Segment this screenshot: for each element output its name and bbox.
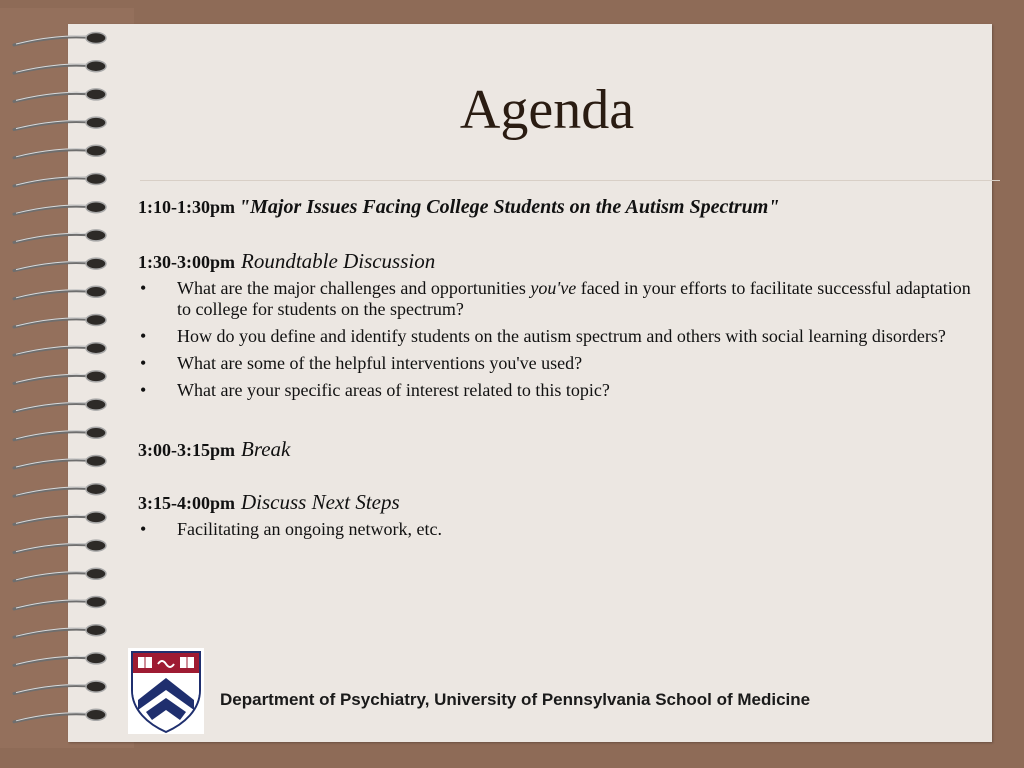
slot-topic: Discuss Next Steps	[241, 490, 400, 514]
title-divider	[140, 180, 1000, 181]
binding-ring	[14, 484, 106, 497]
slot-topic: "Major Issues Facing College Students on the Autism Spectrum"	[239, 196, 780, 218]
binding-ring	[14, 33, 106, 46]
binding-ring	[14, 456, 106, 469]
slot-time: 3:00-3:15pm	[138, 440, 235, 460]
agenda-slot-2	[138, 249, 978, 274]
binding-ring	[14, 145, 106, 158]
bullet-item	[138, 278, 978, 320]
binding-ring	[14, 343, 106, 356]
slot-time: 3:15-4:00pm	[138, 493, 235, 513]
binding-ring	[14, 681, 106, 694]
binding-ring	[14, 371, 106, 384]
footer-department: Department of Psychiatry, University of Pennsylvania School of Medicine	[220, 690, 811, 709]
slide-title: Agenda	[459, 79, 635, 141]
binding-ring	[14, 230, 106, 243]
binding-ring	[14, 597, 106, 610]
bullet-item: • What are your specific areas of interest related to this topic?	[138, 380, 978, 401]
binding-ring	[14, 709, 106, 722]
next-steps-bullets	[138, 519, 978, 540]
binding-ring	[14, 202, 106, 215]
binding-ring	[14, 258, 106, 271]
binding-ring	[14, 427, 106, 440]
binding-ring	[14, 286, 106, 299]
binding-ring	[14, 540, 106, 553]
slot-topic: Break	[241, 437, 291, 461]
slot-time: 1:10-1:30pm	[138, 197, 235, 217]
bullet-emphasis: you've	[530, 278, 577, 298]
roundtable-bullets	[138, 278, 978, 401]
slot-topic: Roundtable Discussion	[241, 249, 436, 273]
agenda-list	[138, 196, 978, 546]
binding-ring	[14, 61, 106, 74]
binding-ring	[14, 653, 106, 666]
bullet-item: • Facilitating an ongoing network, etc.	[138, 519, 978, 540]
bullet-item: • What are some of the helpful interventions you've used?	[138, 353, 978, 374]
binding-ring	[14, 625, 106, 638]
binding-ring	[14, 315, 106, 328]
bullet-text: What are the major challenges and opportunities	[177, 278, 531, 298]
penn-shield-logo	[128, 648, 204, 734]
agenda-slot-3	[138, 437, 978, 462]
agenda-slot-1	[138, 196, 978, 219]
slot-time: 1:30-3:00pm	[138, 252, 235, 272]
agenda-slot-4	[138, 490, 978, 515]
binding-ring	[14, 399, 106, 412]
binding-ring	[14, 512, 106, 525]
binding-ring	[14, 174, 106, 187]
bullet-item: • How do you define and identify students on the autism spectrum and others with social learning disorders?	[138, 326, 978, 347]
binding-ring	[14, 568, 106, 581]
bullet-text: faced in your efforts to facilitate successful adaptation to college for students on the spectrum?	[177, 278, 971, 319]
